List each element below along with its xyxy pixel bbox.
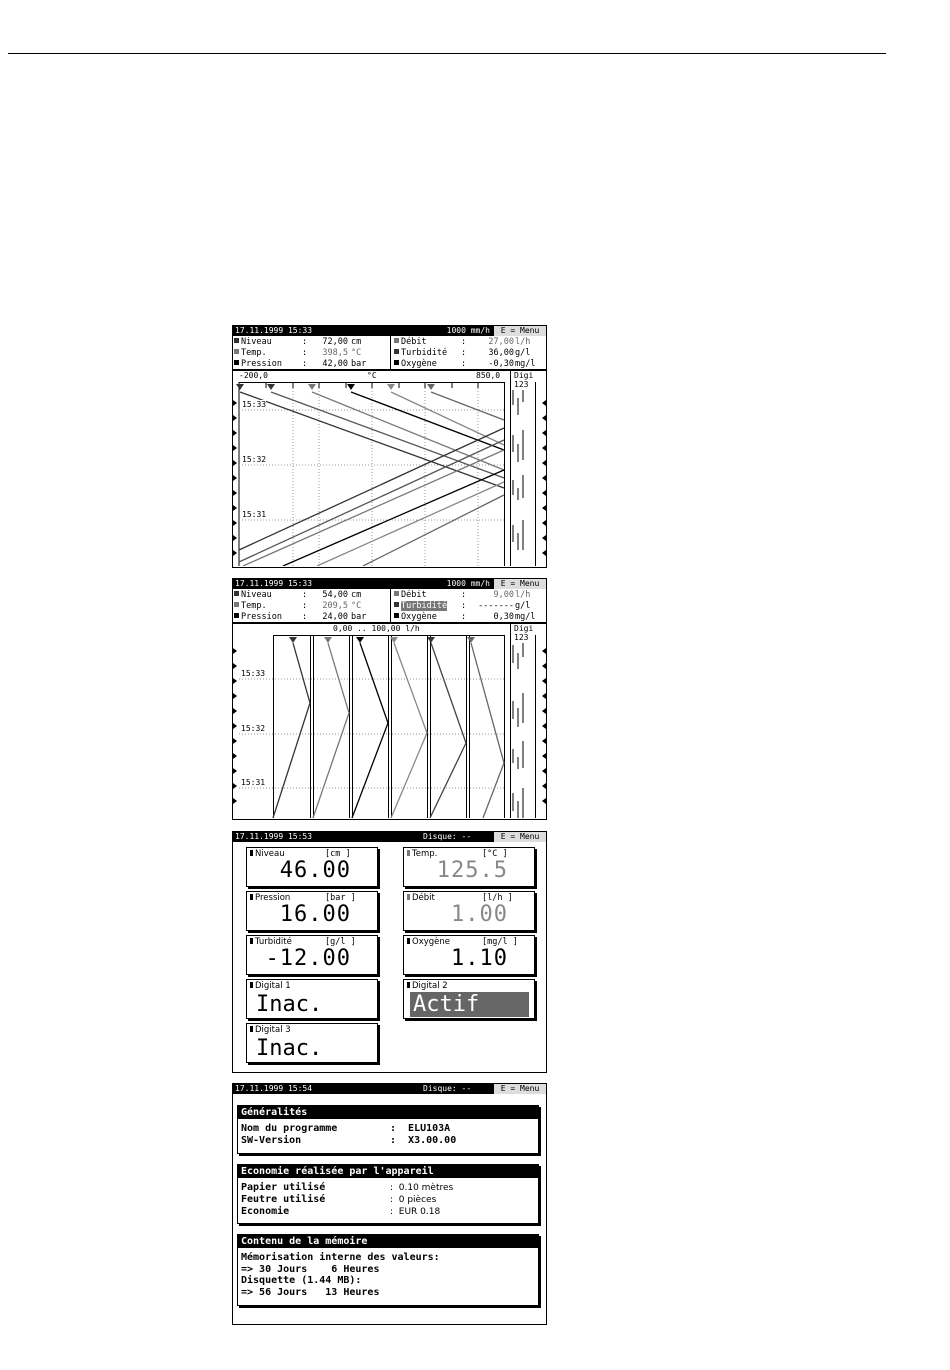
channel-pression: Pression : 24,00 bar — [234, 612, 282, 623]
digital-state: Inac. — [256, 1036, 323, 1061]
value-panel — [233, 589, 546, 623]
memory-title: Contenu de la mémoire — [238, 1235, 538, 1248]
datetime: 17.11.1999 15:33 — [235, 326, 313, 335]
tile-niveau: Niveau [cm ] 46.00 — [246, 847, 378, 887]
digi-label: Digi — [514, 371, 534, 380]
screen-digital-display — [232, 831, 547, 1073]
tile-digital-3: Digital 3 Inac. — [246, 1023, 378, 1063]
economy-box — [237, 1164, 539, 1224]
tile-turbidite: Turbidité [g/l ] -12.00 — [246, 935, 378, 975]
trend-chart-split — [233, 623, 546, 818]
channel-oxygene: Oxygène : 0,30 mg/l — [394, 612, 544, 623]
channel-turbidite: Turbidité : 36,00 g/l — [394, 348, 544, 359]
scale-unit: °C — [367, 371, 377, 380]
page-top-rule — [8, 53, 886, 54]
datetime: 17.11.1999 15:33 — [235, 579, 313, 588]
time-label: 15:32 — [242, 455, 267, 464]
time-label: 15:31 — [242, 510, 267, 519]
tile-value: 1.00 — [451, 902, 508, 927]
paper-used-row: Papier utilisé : 0.10 mètres — [241, 1182, 454, 1193]
menu-hint[interactable]: E = Menu — [494, 1084, 546, 1094]
channel-pression: Pression : 42,00 bar — [234, 359, 282, 370]
scale-min: -200,0 — [239, 371, 268, 380]
tile-pression: Pression [bar ] 16.00 — [246, 891, 378, 931]
memory-line: => 56 Jours 13 Heures — [241, 1286, 380, 1298]
memory-line: => 30 Jours 6 Heures — [241, 1263, 380, 1275]
digi-channels: 123 — [514, 380, 529, 389]
savings-row: Economie : EUR 0.18 — [241, 1206, 441, 1217]
status-bar — [233, 579, 546, 589]
disk-status: Disque: -- — [423, 1084, 472, 1093]
values-left — [234, 590, 367, 623]
datetime: 17.11.1999 15:53 — [235, 832, 313, 841]
values-left — [234, 337, 367, 370]
status-bar — [233, 1084, 546, 1094]
channel-niveau: Niveau : 54,00 cm — [234, 590, 282, 601]
channel-debit: Débit : 27,00 l/h — [394, 337, 544, 348]
digital-state-active: Actif — [410, 992, 529, 1017]
digi-channels: 123 — [514, 633, 529, 642]
channel-debit: Débit : 9,00 l/h — [394, 590, 544, 601]
memory-line: Mémorisation interne des valeurs: — [241, 1252, 440, 1263]
screen-curves-separate — [232, 578, 547, 820]
time-label: 15:33 — [242, 400, 267, 409]
tile-value: 16.00 — [279, 902, 351, 927]
channel-niveau: Niveau : 72,00 cm — [234, 337, 282, 348]
program-name-row: Nom du programme : ELU103A — [241, 1123, 451, 1134]
tile-digital-1: Digital 1 Inac. — [246, 979, 378, 1019]
channel-temp: Temp. : 209,5 °C — [234, 601, 282, 612]
values-right — [390, 589, 544, 622]
menu-hint[interactable]: E = Menu — [494, 832, 546, 842]
status-bar — [233, 832, 546, 842]
datetime: 17.11.1999 15:54 — [235, 1084, 313, 1093]
chart-speed: 1000 mm/h — [446, 326, 490, 335]
split-curves-svg — [233, 623, 546, 818]
tile-value: 125.5 — [436, 858, 508, 883]
values-right — [390, 336, 544, 369]
menu-hint[interactable]: E = Menu — [494, 326, 546, 336]
general-title: Généralités — [238, 1106, 538, 1119]
curves-svg — [233, 370, 546, 566]
tile-value: 1.10 — [451, 946, 508, 971]
time-label: 15:33 — [241, 669, 266, 678]
scale-max: 850,0 — [476, 371, 501, 380]
memory-box — [237, 1234, 539, 1306]
digital-state: Inac. — [256, 992, 323, 1017]
channel-temp: Temp. : 398,5 °C — [234, 348, 282, 359]
tile-value: -12.00 — [265, 946, 351, 971]
time-label: 15:32 — [241, 724, 266, 733]
menu-hint[interactable]: E = Menu — [494, 579, 546, 589]
trend-chart — [233, 370, 546, 566]
digi-label: Digi — [514, 624, 534, 633]
memory-line: Disquette (1.44 MB): — [241, 1275, 362, 1286]
sw-version-row: SW-Version : X3.00.00 — [241, 1135, 457, 1146]
chart-speed: 1000 mm/h — [446, 579, 490, 588]
disk-status: Disque: -- — [423, 832, 472, 841]
tile-digital-2: Digital 2 Actif — [403, 979, 535, 1019]
tile-value: 46.00 — [279, 858, 351, 883]
screen-curves-overlay — [232, 325, 547, 568]
time-label: 15:31 — [241, 778, 266, 787]
general-box — [237, 1105, 539, 1154]
tile-debit: Débit [l/h ] 1.00 — [403, 891, 535, 931]
scale-range: 0,00 .. 100,00 l/h — [333, 624, 420, 633]
status-bar — [233, 326, 546, 336]
channel-oxygene: Oxygène : -0,30 mg/l — [394, 359, 544, 370]
pens-used-row: Feutre utilisé : 0 pièces — [241, 1194, 437, 1205]
tile-oxygene: Oxygène [mg/l ] 1.10 — [403, 935, 535, 975]
channel-turbidite: Turbidité : ------- g/l — [394, 601, 544, 612]
value-panel — [233, 336, 546, 370]
screen-information — [232, 1083, 547, 1325]
tile-temp: Temp. [°C ] 125.5 — [403, 847, 535, 887]
economy-title: Economie réalisée par l'appareil — [238, 1165, 538, 1178]
